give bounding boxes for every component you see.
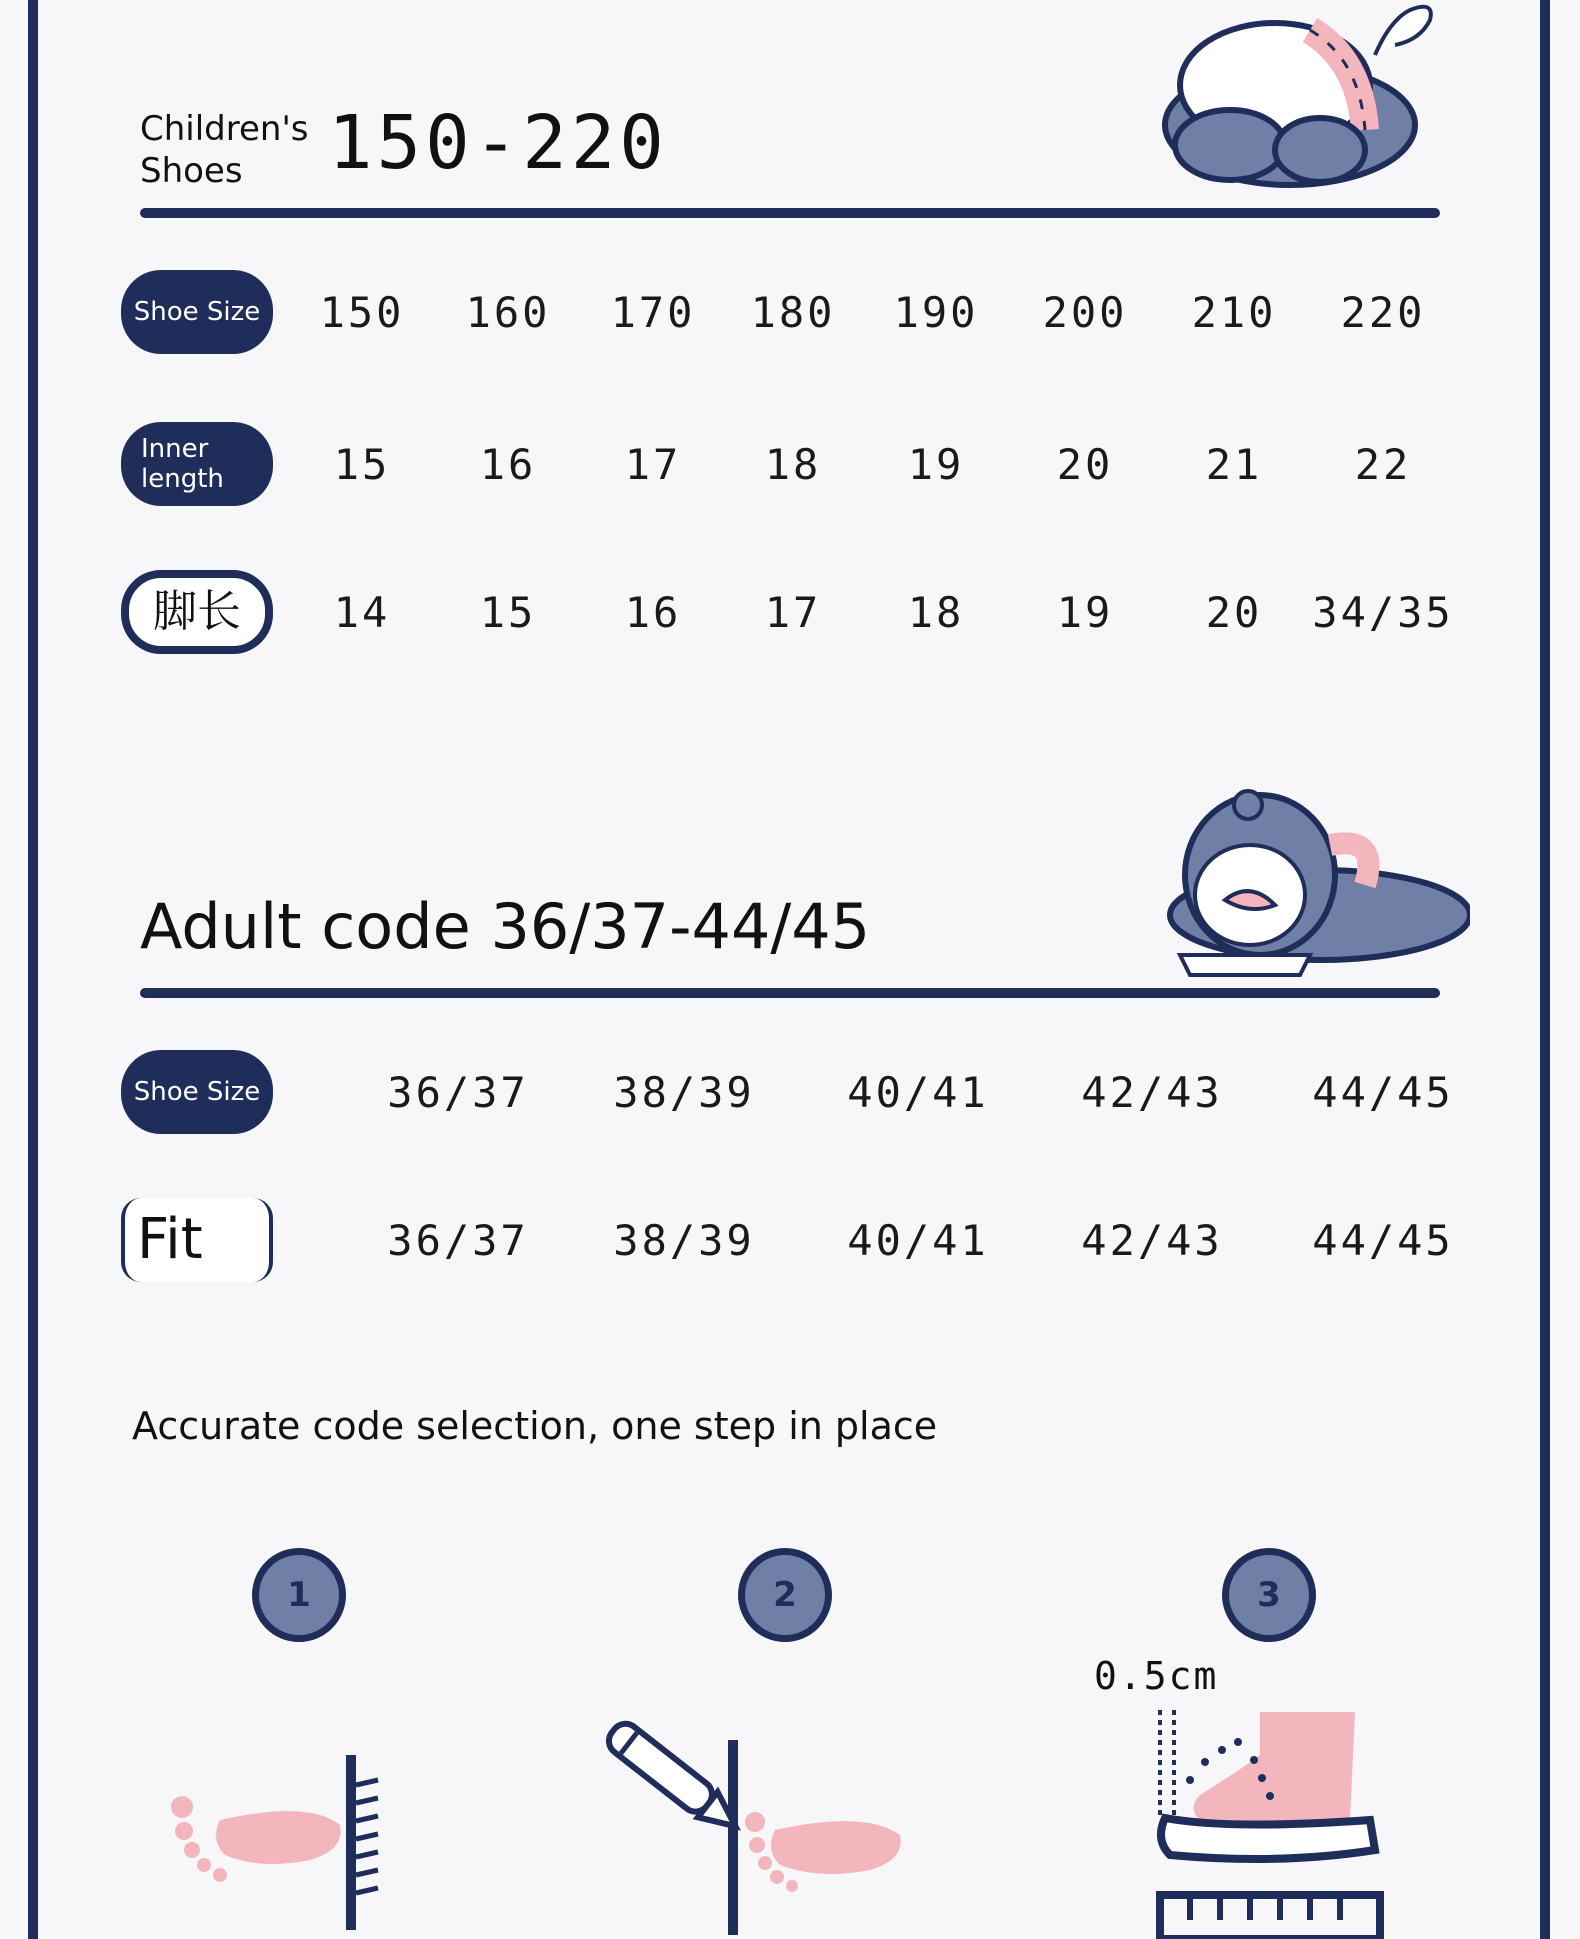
table-cell: 18 (764, 439, 822, 489)
row-label-adult-shoe-size: Shoe Size (121, 1050, 273, 1134)
table-cell: 16 (479, 439, 537, 489)
children-section-label: Children's Shoes (140, 109, 309, 191)
table-cell: 14 (333, 587, 391, 637)
table-cell: 44/45 (1312, 1215, 1454, 1265)
children-shoe-size-row (0, 272, 1580, 352)
adult-divider (140, 988, 1440, 998)
table-cell: 160 (465, 287, 551, 337)
table-cell: 36/37 (387, 1067, 529, 1117)
children-divider (140, 208, 1440, 218)
table-cell: 38/39 (613, 1067, 755, 1117)
table-cell: 20 (1205, 587, 1263, 637)
table-cell: 170 (610, 287, 696, 337)
table-cell: 21 (1205, 439, 1263, 489)
table-cell: 17 (764, 587, 822, 637)
pencil-mark-illustration (585, 1710, 925, 1935)
table-cell: 22 (1354, 439, 1412, 489)
table-cell: 42/43 (1081, 1067, 1223, 1117)
tagline: Accurate code selection, one step in place (132, 1404, 938, 1448)
table-cell: 19 (907, 439, 965, 489)
children-foot-length-row (0, 572, 1580, 652)
table-cell: 44/45 (1312, 1067, 1454, 1117)
table-cell: 16 (624, 587, 682, 637)
table-cell: 190 (893, 287, 979, 337)
table-cell: 34/35 (1312, 587, 1454, 637)
table-cell: 42/43 (1081, 1215, 1223, 1265)
children-inner-length-row (0, 424, 1580, 504)
children-size-range: 150-220 (328, 100, 668, 186)
table-cell: 18 (907, 587, 965, 637)
table-cell: 15 (479, 587, 537, 637)
table-cell: 210 (1191, 287, 1277, 337)
adult-shoe-size-row (0, 1052, 1580, 1132)
row-label-inner-length: Inner length (121, 422, 273, 506)
table-cell: 17 (624, 439, 682, 489)
table-cell: 40/41 (847, 1215, 989, 1265)
row-label-fit: Fit (121, 1198, 273, 1282)
row-label-shoe-size: Shoe Size (121, 270, 273, 354)
foot-in-shoe-illustration (1150, 1700, 1390, 1939)
foot-against-wall-illustration (160, 1745, 400, 1935)
row-label-foot-length: 脚长 (121, 570, 273, 654)
step-1-badge: 1 (252, 1548, 346, 1642)
adult-fit-row (0, 1200, 1580, 1280)
shark-reading-illustration (1150, 785, 1470, 985)
table-cell: 40/41 (847, 1067, 989, 1117)
table-cell: 220 (1340, 287, 1426, 337)
table-cell: 36/37 (387, 1215, 529, 1265)
table-cell: 38/39 (613, 1215, 755, 1265)
table-cell: 200 (1042, 287, 1128, 337)
table-cell: 20 (1056, 439, 1114, 489)
step-3-badge: 3 (1222, 1548, 1316, 1642)
step-2-badge: 2 (738, 1548, 832, 1642)
shark-sleeping-illustration (1150, 0, 1450, 200)
table-cell: 15 (333, 439, 391, 489)
table-cell: 19 (1056, 587, 1114, 637)
measurement-label: 0.5cm (1094, 1654, 1219, 1698)
adult-section-title: Adult code 36/37-44/45 (140, 890, 871, 963)
table-cell: 150 (319, 287, 405, 337)
table-cell: 180 (750, 287, 836, 337)
